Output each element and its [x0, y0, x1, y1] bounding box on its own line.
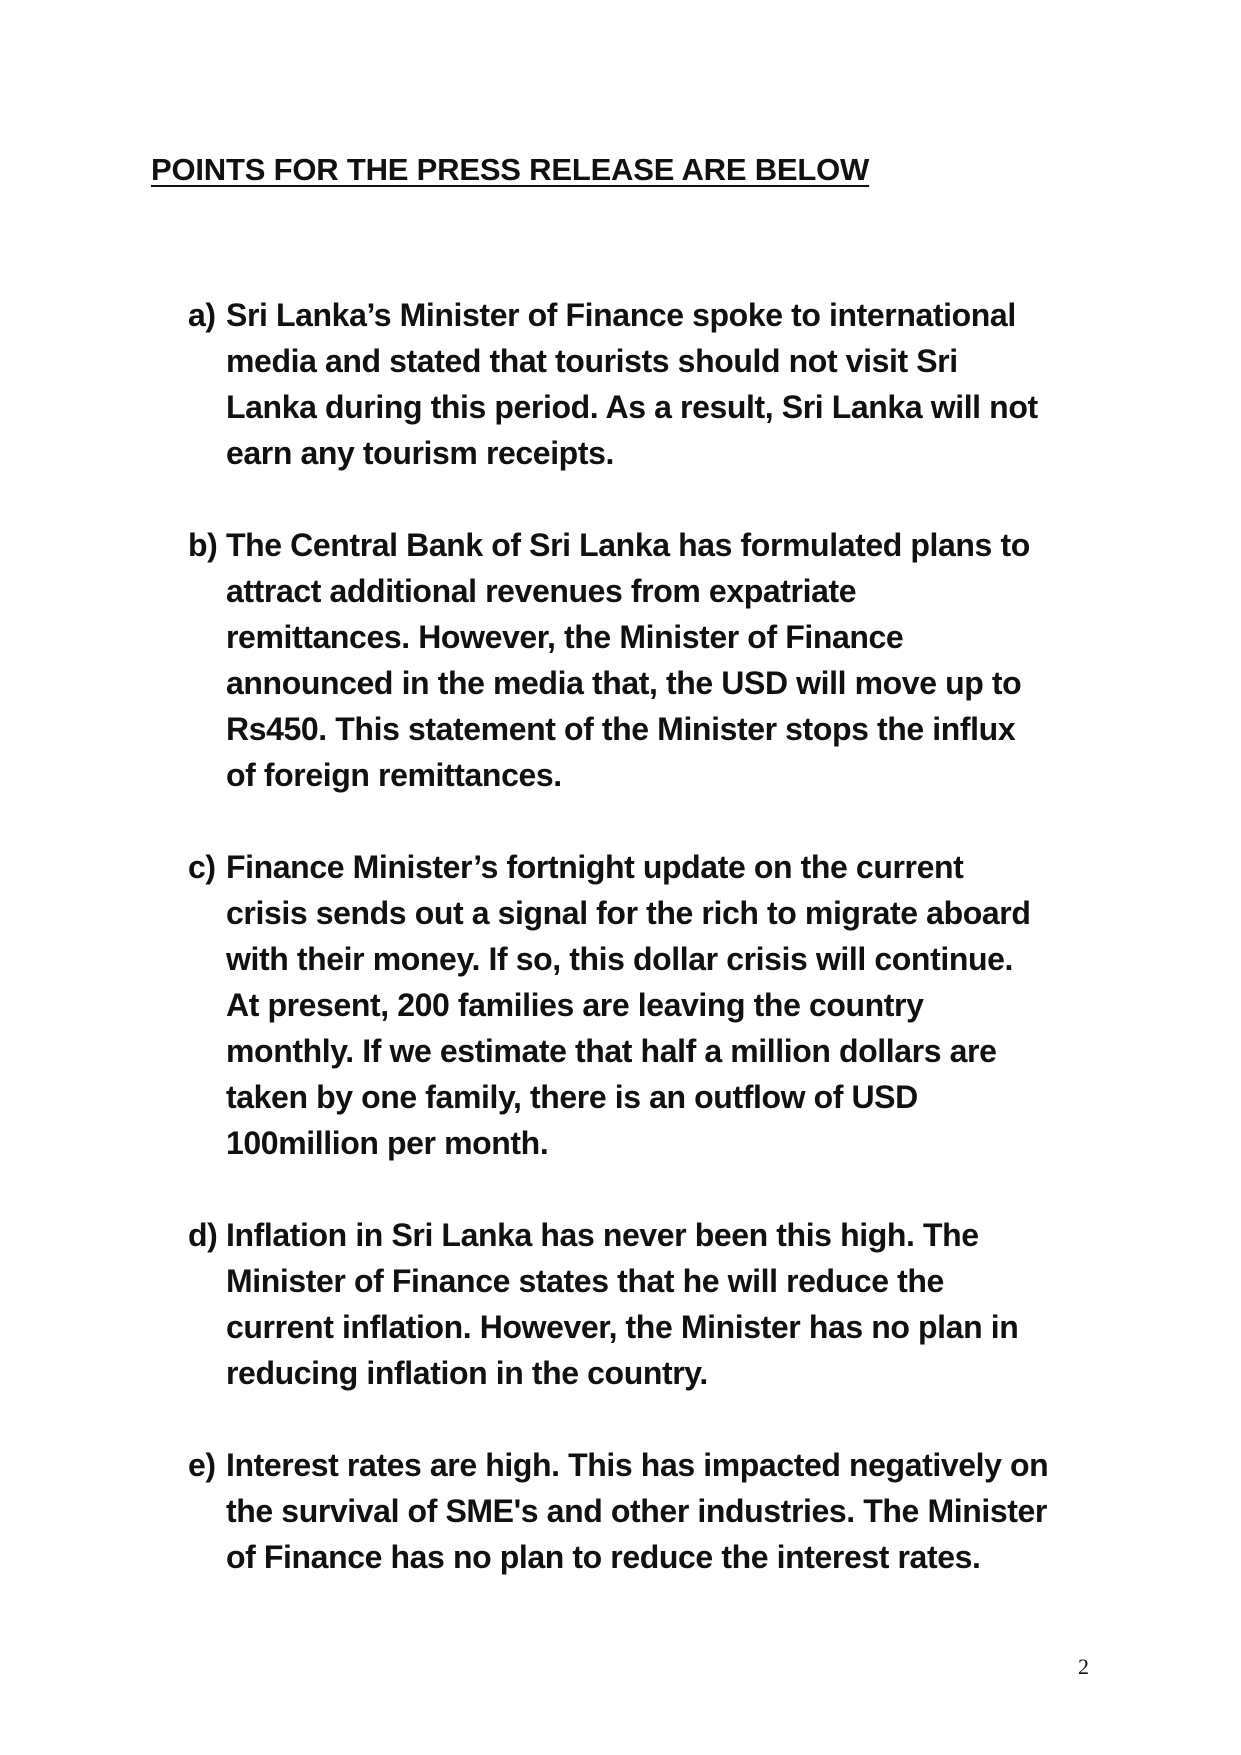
- point-text-line: announced in the media that, the USD will move up to: [226, 665, 1022, 701]
- point-letter: b): [188, 527, 218, 563]
- point-text-line: Finance Minister’s fortnight update on the current: [226, 849, 964, 885]
- point-text-line: earn any tourism receipts.: [226, 435, 614, 471]
- point-text-line: attract additional revenues from expatriate: [226, 573, 857, 609]
- point-text-line: current inflation. However, the Minister has no plan in: [226, 1309, 1019, 1345]
- point-letter: e): [188, 1447, 216, 1483]
- point-text-line: monthly. If we estimate that half a million dollars are: [226, 1033, 997, 1069]
- point-text-line: of foreign remittances.: [226, 757, 562, 793]
- point-text-line: 100million per month.: [226, 1125, 549, 1161]
- point-text-line: media and stated that tourists should not visit Sri: [226, 343, 958, 379]
- point-item: [188, 844, 1118, 1166]
- point-text-line: Rs450. This statement of the Minister stops the influx: [226, 711, 1016, 747]
- point-item: [188, 522, 1118, 798]
- point-text-line: reducing inflation in the country.: [226, 1355, 708, 1391]
- point-text-line: crisis sends out a signal for the rich to migrate aboard: [226, 895, 1031, 931]
- press-release-points: [188, 292, 1118, 1580]
- point-item: [188, 1212, 1118, 1396]
- point-text-line: of Finance has no plan to reduce the interest rates.: [226, 1539, 981, 1575]
- point-text-line: At present, 200 families are leaving the country: [226, 987, 924, 1023]
- point-text-line: Lanka during this period. As a result, Sri Lanka will not: [226, 389, 1038, 425]
- point-text-line: Minister of Finance states that he will reduce the: [226, 1263, 944, 1299]
- point-item: [188, 1442, 1118, 1580]
- point-text-line: The Central Bank of Sri Lanka has formulated plans to: [226, 527, 1030, 563]
- point-text-line: Sri Lanka’s Minister of Finance spoke to international: [226, 297, 1016, 333]
- point-letter: d): [188, 1217, 218, 1253]
- page-heading: POINTS FOR THE PRESS RELEASE ARE BELOW: [151, 152, 870, 187]
- point-item: [188, 292, 1118, 476]
- point-letter: a): [188, 297, 216, 333]
- point-text-line: with their money. If so, this dollar crisis will continue.: [226, 941, 1014, 977]
- point-letter: c): [188, 849, 216, 885]
- point-text-line: remittances. However, the Minister of Finance: [226, 619, 904, 655]
- point-text-line: the survival of SME's and other industries. The Minister: [226, 1493, 1047, 1529]
- page-number: 2: [1078, 1654, 1089, 1679]
- point-text-line: taken by one family, there is an outflow of USD: [226, 1079, 918, 1115]
- point-text-line: Interest rates are high. This has impacted negatively on: [226, 1447, 1049, 1483]
- point-text-line: Inflation in Sri Lanka has never been this high. The: [226, 1217, 979, 1253]
